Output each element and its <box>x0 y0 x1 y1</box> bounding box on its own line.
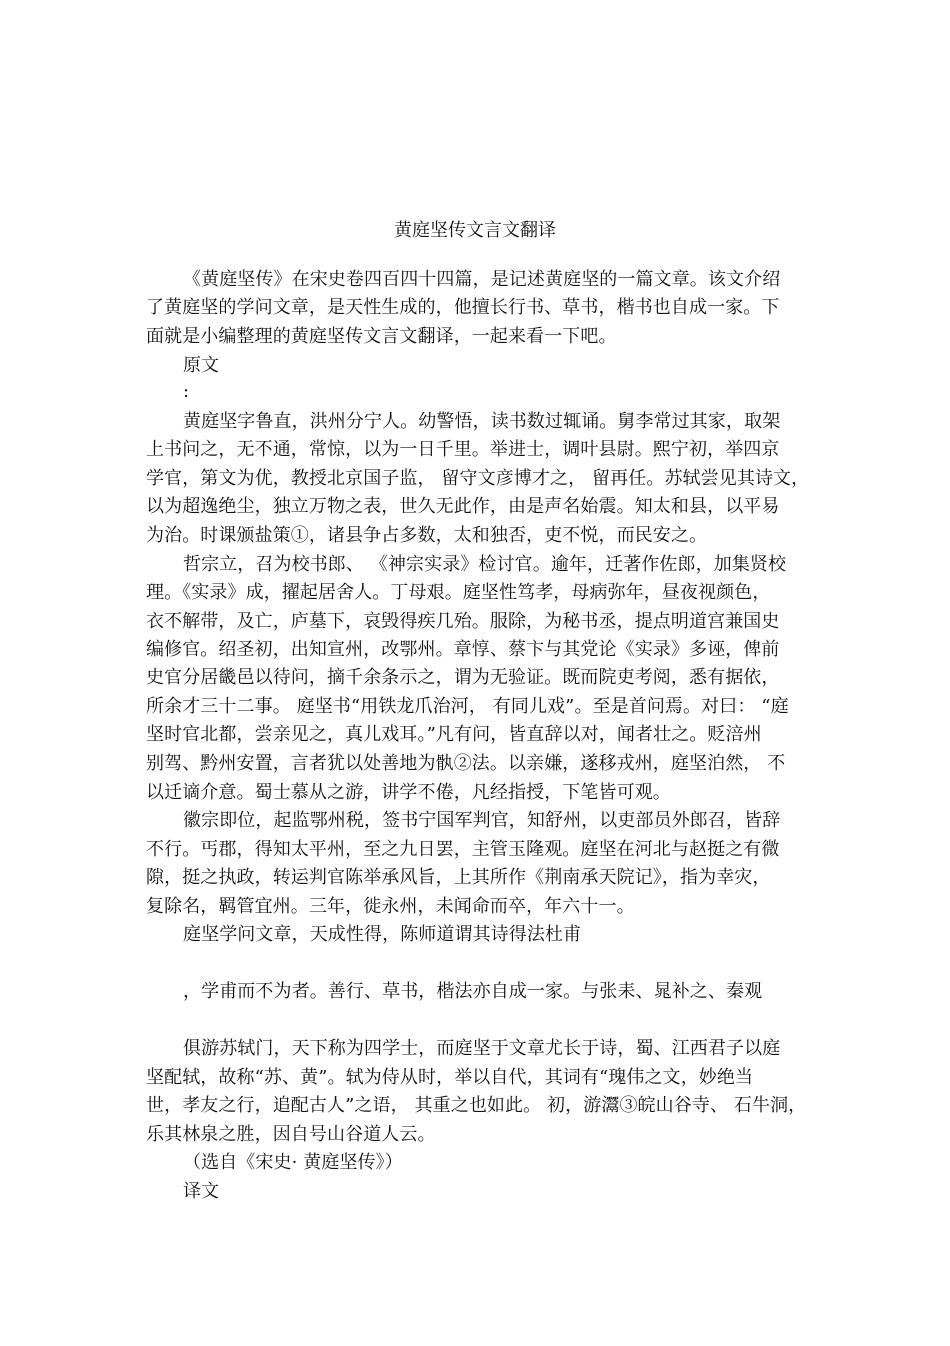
text-line: ，学甫而不为者。善行、草书，楷法亦自成一家。与张耒、晁补之、秦观 <box>183 981 763 1002</box>
text-line: 以为超逸绝尘，独立万物之表，世久无此作，由是声名始震。知太和县，以平易 <box>146 496 780 517</box>
text-line: 学官，第文为优，教授北京国子监， 留守文彦博才之， 留再任。苏轼尝见其诗文， <box>146 468 810 489</box>
text-line: 黄庭坚字鲁直，洪州分宁人。幼警悟，读书数过辄诵。舅李常过其家，取架 <box>183 411 781 432</box>
text-line: 坚配轼，故称“苏、黄”。轼为侍从时，举以自代，其词有“瑰伟之文，妙绝当 <box>146 1067 754 1088</box>
text-line: 隙，挺之执政，转运判官陈举承风旨，上其所作《荆南承天院记》，指为幸灾， <box>146 867 771 888</box>
text-line: 别驾、黔州安置，言者犹以处善地为骫②法。以亲嫌，遂移戎州，庭坚泊然， 不 <box>146 753 786 774</box>
text-line: 史官分居畿邑以待问，摘千余条示之，谓为无验证。既而院吏考阅，悉有据依， <box>146 667 780 688</box>
text-line: 复除名，羁管宜州。三年，徙永州，未闻命而卒，年六十一。 <box>146 896 635 917</box>
text-line: 徽宗即位，起监鄂州税，签书宁国军判官，知舒州，以吏部员外郎召，皆辞 <box>183 810 781 831</box>
text-line: 面就是小编整理的黄庭坚传文言文翻译，一起来看一下吧。 <box>146 326 617 347</box>
text-line: 所余才三十二事。 庭坚书“用铁龙爪治河， 有同儿戏”。至是首问焉。对曰： “庭 <box>146 696 789 717</box>
text-line: 哲宗立，召为校书郎、 《神宗实录》检讨官。逾年，迁著作佐郎，加集贤校 <box>183 554 787 575</box>
text-line: 为治。时课颁盐策①，诸县争占多数，太和独否，吏不悦，而民安之。 <box>146 525 708 546</box>
text-line: 坚时官北都，尝亲见之，真儿戏耳。”凡有问，皆直辞以对，闻者壮之。贬涪州 <box>146 724 762 745</box>
text-line: 上书问之，无不通，常惊，以为一日千里。举进士，调叶县尉。熙宁初，举四京 <box>146 439 780 460</box>
text-line: 不行。丐郡，得知太平州，至之九日罢，主管玉隆观。庭坚在河北与赵挺之有微 <box>146 839 780 860</box>
text-line: 《黄庭坚传》在宋史卷四百四十四篇，是记述黄庭坚的一篇文章。该文介绍 <box>183 269 781 290</box>
text-line: 了黄庭坚的学问文章，是天性生成的，他擅长行书、草书，楷书也自成一家。下 <box>146 297 780 318</box>
text-line: 衣不解带，及亡，庐墓下，哀毁得疾几殆。服除，为秘书丞，提点明道宫兼国史 <box>146 611 780 632</box>
text-line: 世，孝友之行，追配古人”之语， 其重之也如此。 初，游灊③皖山谷寺、 石牛洞， <box>146 1095 807 1116</box>
text-line: : <box>183 381 190 402</box>
text-line: 乐其林泉之胜，因自号山谷道人云。 <box>146 1124 436 1145</box>
text-line: 庭坚学问文章，天成性得，陈师道谓其诗得法杜甫 <box>183 924 582 945</box>
text-line: 译文 <box>183 1181 220 1202</box>
text-line: 俱游苏轼门，天下称为四学士，而庭坚于文章尤长于诗，蜀、江西君子以庭 <box>183 1038 781 1059</box>
text-line: （选自《宋史· 黄庭坚传》） <box>183 1152 403 1173</box>
text-line: 编修官。绍圣初，出知宣州，改鄂州。章惇、蔡卞与其党论《实录》多诬，俾前 <box>146 639 780 660</box>
text-line: 以迁谪介意。蜀士慕从之游，讲学不倦，凡经指授，下笔皆可观。 <box>146 782 671 803</box>
page-title: 黄庭坚传文言文翻译 <box>394 220 556 241</box>
text-line: 原文 <box>183 355 220 376</box>
text-line: 理。《实录》成，擢起居舍人。丁母艰。庭坚性笃孝，母病弥年，昼夜视颜色， <box>146 582 771 603</box>
